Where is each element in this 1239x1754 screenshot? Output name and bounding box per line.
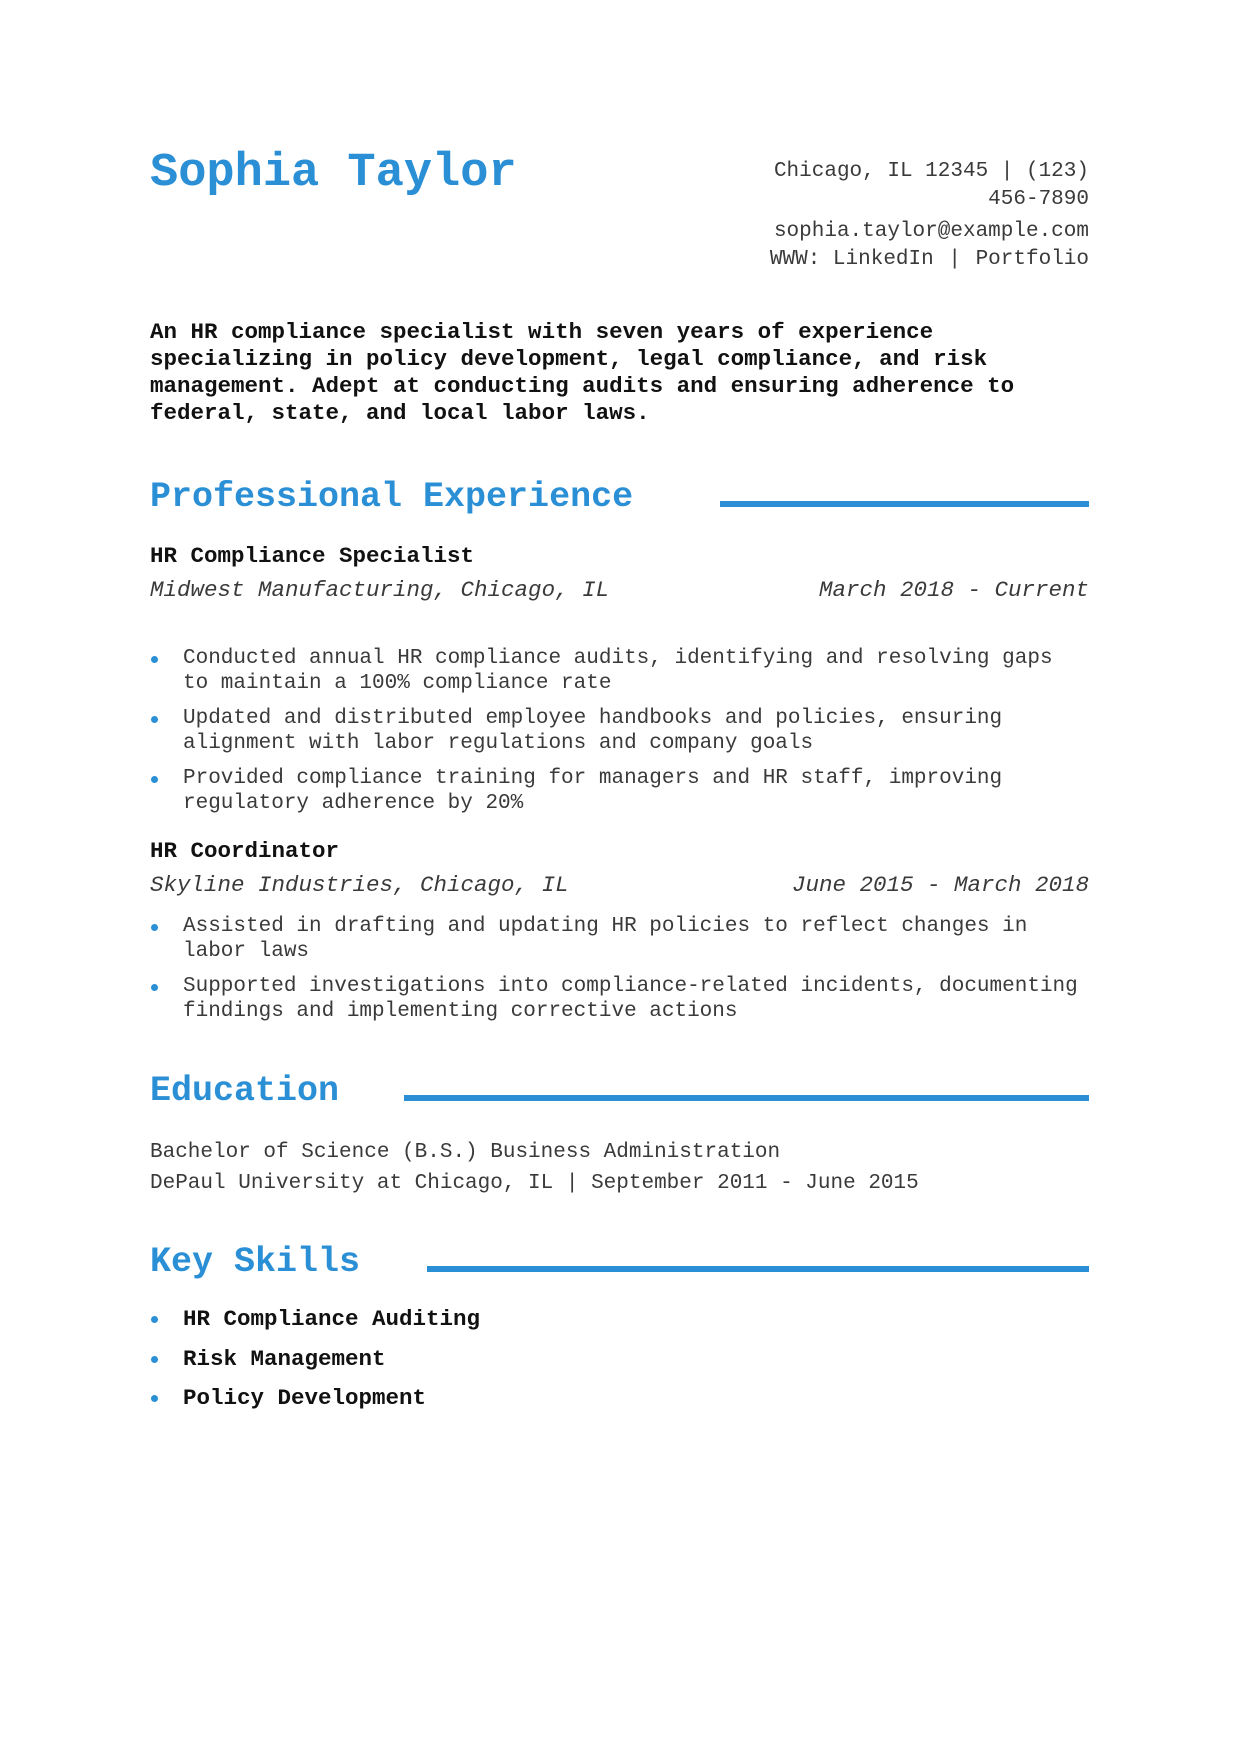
contact-email[interactable]: sophia.taylor@example.com — [773, 220, 1089, 243]
bullet-dot-icon — [151, 776, 158, 783]
list-item — [150, 766, 1090, 816]
list-item — [150, 914, 1090, 964]
linkedin-link[interactable]: LinkedIn — [832, 248, 934, 271]
job-company: Midwest Manufacturing, Chicago, IL — [150, 577, 610, 603]
bullet-text: Assisted in drafting and updating HR policies to reflect changes in labor laws — [183, 915, 1028, 963]
job-company: Skyline Industries, Chicago, IL — [150, 872, 569, 898]
list-item — [150, 1306, 480, 1333]
skills-heading: Key Skills — [150, 1242, 361, 1282]
job-bullet-list — [150, 914, 1090, 1034]
job-title: HR Coordinator — [150, 838, 340, 864]
skill-label: Risk Management — [183, 1345, 386, 1372]
bullet-dot-icon — [151, 656, 158, 663]
bullet-text: Conducted annual HR compliance audits, identifying and resolving gaps to maintain a 100% compliance rate — [183, 647, 1053, 695]
experience-divider — [720, 501, 1089, 507]
experience-heading: Professional Experience — [150, 477, 634, 517]
contact-web-links — [729, 246, 1089, 274]
job-bullet-list — [150, 646, 1090, 826]
list-item — [150, 706, 1090, 756]
bullet-dot-icon — [151, 924, 158, 931]
education-entry — [150, 1137, 1090, 1199]
skill-label: HR Compliance Auditing — [183, 1306, 481, 1332]
education-degree: Bachelor of Science (B.S.) Business Administration — [150, 1141, 781, 1164]
job-dates: March 2018 - Current — [818, 577, 1089, 603]
job-title: HR Compliance Specialist — [150, 543, 475, 569]
list-item — [150, 1346, 480, 1373]
list-item — [150, 974, 1090, 1024]
www-label: WWW: — [769, 248, 821, 271]
bullet-text: Supported investigations into compliance-related incidents, documenting findings and implementing corrective actions — [183, 975, 1078, 1023]
list-item — [150, 646, 1090, 696]
bullet-text: Updated and distributed employee handbooks and policies, ensuring alignment with labor regulations and company goals — [183, 707, 1003, 755]
contact-location-phone: Chicago, IL 12345 | (123) — [773, 160, 1089, 183]
education-heading: Education — [150, 1071, 340, 1111]
bullet-text: Provided compliance training for managers and HR staff, improving regulatory adherence by 20% — [183, 767, 1003, 815]
bullet-dot-icon — [151, 984, 158, 991]
skills-divider — [427, 1266, 1089, 1272]
link-separator: | — [948, 248, 961, 271]
professional-summary: An HR compliance specialist with seven years of experience specializing in policy development, legal compliance, and risk management. Adept at conducting audits and ensuring adherence to federal, state, and local labor laws. — [150, 319, 1015, 426]
skills-list — [150, 1306, 480, 1425]
bullet-dot-icon — [151, 1356, 158, 1363]
bullet-dot-icon — [151, 716, 158, 723]
education-school: DePaul University at Chicago, IL | September 2011 - June 2015 — [150, 1172, 919, 1195]
job-dates: June 2015 - March 2018 — [791, 872, 1089, 898]
skill-label: Policy Development — [183, 1385, 427, 1411]
list-item — [150, 1385, 480, 1412]
portfolio-link[interactable]: Portfolio — [975, 248, 1089, 271]
contact-phone-continued: 456-7890 — [988, 188, 1089, 211]
candidate-name: Sophia Taylor — [150, 147, 517, 200]
contact-block — [729, 158, 1089, 274]
bullet-dot-icon — [151, 1395, 158, 1402]
bullet-dot-icon — [151, 1316, 158, 1323]
education-divider — [404, 1095, 1089, 1101]
